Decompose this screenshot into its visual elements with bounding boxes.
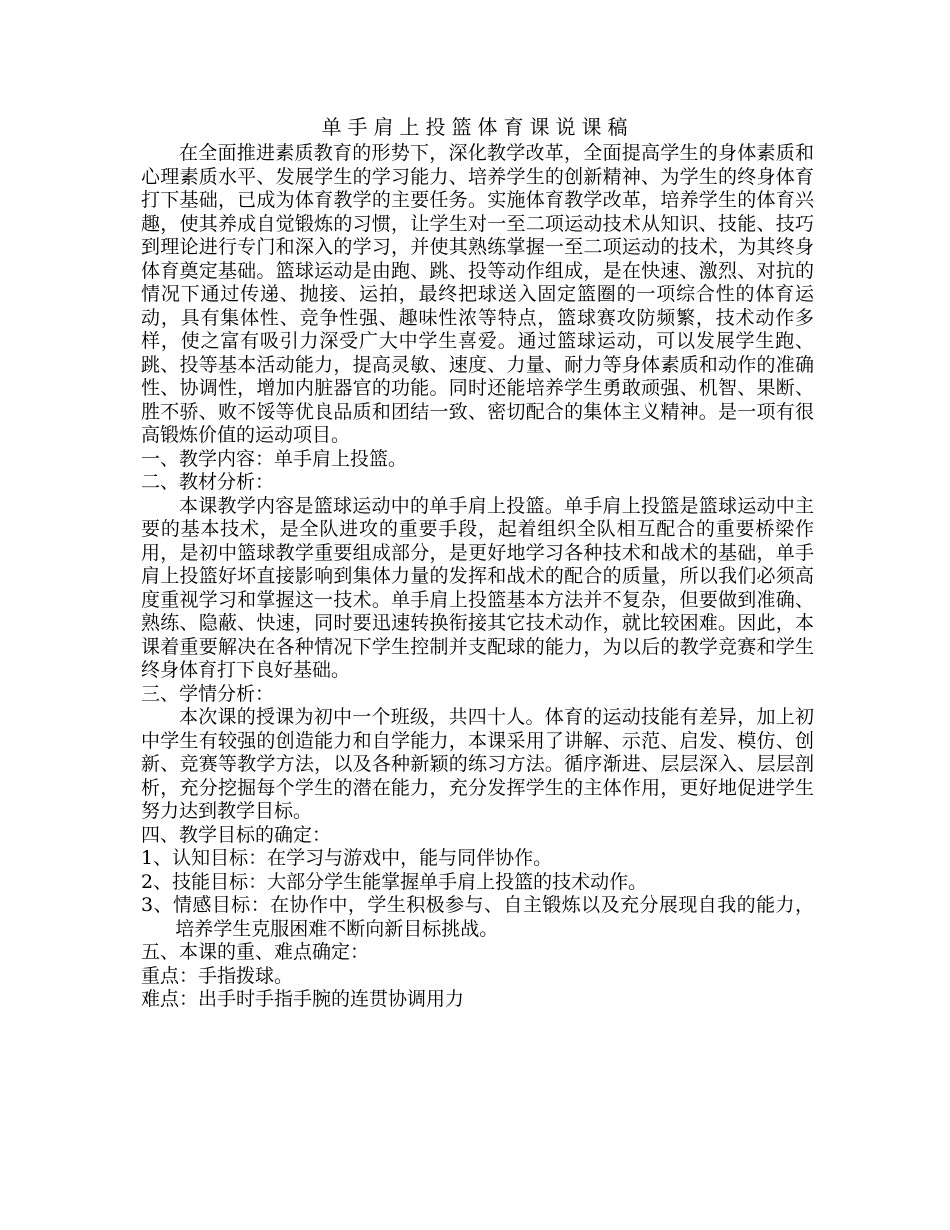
key-point: 重点：手指拨球。 [141,964,294,987]
section-student-analysis-heading: 三、学情分析： [141,682,275,705]
section-objectives-heading: 四、教学目标的确定： [141,823,332,846]
section-teaching-content: 一、教学内容：单手肩上投篮。 [141,447,408,470]
intro-paragraph: 在全面推进素质教育的形势下，深化教学改革，全面提高学生的身体素质和心理素质水平、发展学生的学习能力、培养学生的创新精神、为学生的终身体育打下基础，已成为体育教学的主要任务。实施体育教学改革，培养学生的体育兴趣，使其养成自觉锻炼的习惯，让学生对一至二项运动技术从知识、技能、技巧到理论进行专门和深入的学习，并使其熟练掌握一至二项运动的技术，为其终身体育奠定基础。篮球运动是由跑、跳、投等动作组成，是在快速、激烈、对抗的情况下通过传递、抛接、运拍，最终把球送入固定篮圈的一项综合性的体育运动，具有集体性、竞争性强、趣味性浓等特点，篮球赛攻防频繁，技术动作多样，使之富有吸引力深受广大中学生喜爱。通过篮球运动，可以发展学生跑、跳、投等基本活动能力，提高灵敏、速度、力量、耐力等身体素质和动作的准确性、协调性，增加内脏器官的功能。同时还能培养学生勇敢顽强、机智、果断、胜不骄、败不馁等优良品质和团结一致、密切配合的集体主义精神。是一项有很高锻炼价值的运动项目。 [141,142,814,446]
objective-skill: 2、技能目标：大部分学生能掌握单手肩上投篮的技术动作。 [141,870,648,893]
section-material-analysis-body: 本课教学内容是篮球运动中的单手肩上投篮。单手肩上投篮是篮球运动中主要的基本技术，是全队进攻的重要手段，起着组织全队相互配合的重要桥梁作用，是初中篮球教学重要组成部分，是更好地学习各种技术和战术的基础，单手肩上投篮好坏直接影响到集体力量的发挥和战术的配合的质量，所以我们必须高度重视学习和掌握这一技术。单手肩上投篮基本方法并不复杂，但要做到准确、熟练、隐蔽、快速，同时要迅速转换衔接其它技术动作，就比较困难。因此，本课着重要解决在各种情况下学生控制并支配球的能力，为以后的教学竞赛和学生终身体育打下良好基础。 [141,494,814,681]
objective-cognitive: 1、认知目标：在学习与游戏中，能与同伴协作。 [141,847,553,869]
section-material-analysis-heading: 二、教材分析： [141,471,275,493]
document-title: 单手肩上投篮体育课说课稿 [321,115,634,139]
section-student-analysis-body: 本次课的授课为初中一个班级，共四十人。体育的运动技能有差异，加上初中学生有较强的创造能力和自学能力，本课采用了讲解、示范、启发、模仿、创新、竞赛等教学方法，以及各种新颖的练习方法。循序渐进、层层深入、层层剖析，充分挖掘每个学生的潜在能力，充分发挥学生的主体作用，更好地促进学生努力达到教学目标。 [141,706,814,822]
section-key-difficult-heading: 五、本课的重、难点确定： [141,941,370,963]
objective-emotional: 3、情感目标：在协作中，学生积极参与、自主锻炼以及充分展现自我的能力，培养学生克服困难不断向新目标挑战。 [141,894,814,940]
difficult-point: 难点：出手时手指手腕的连贯协调用力 [141,988,465,1010]
